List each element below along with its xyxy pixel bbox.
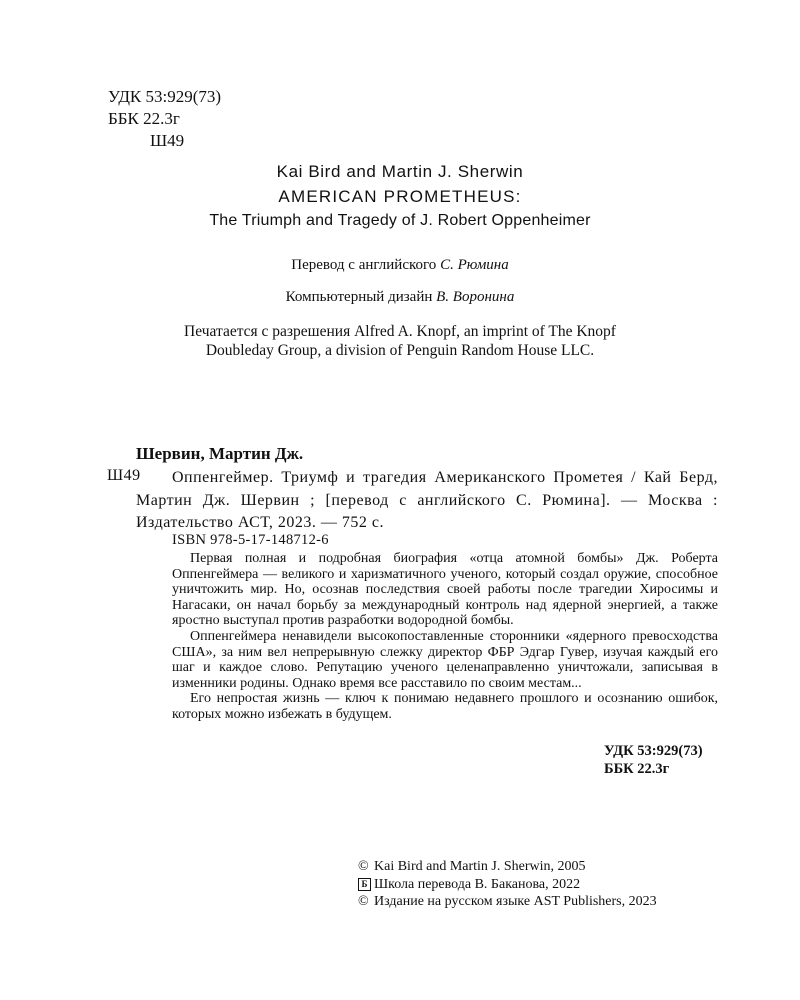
- catalog-description: [136, 467, 718, 535]
- copyright-text: Школа перевода В. Баканова, 2022: [374, 876, 581, 892]
- author-mark: Ш49: [150, 131, 185, 150]
- bbk-code: ББК 22.3г: [108, 109, 180, 128]
- translation-credit: [100, 257, 700, 274]
- copyright-text: Kai Bird and Martin J. Sherwin, 2005: [374, 859, 586, 874]
- catalog-description-text: Оппенгеймер. Триумф и трагедия Американского Прометея / Кай Берд, Мартин Дж. Шервин ; [перевод с английского С. Рюмина]. — Москва : Издательство АСТ, 2023. — 752 с.: [136, 469, 718, 531]
- translator-name: С. Рюмина: [440, 257, 509, 273]
- permission-notice: [90, 322, 710, 360]
- original-subtitle: The Triumph and Tragedy of J. Robert Oppenheimer: [209, 212, 591, 229]
- udk-code: УДК 53:929(73): [604, 743, 703, 759]
- designer-name: В. Воронина: [436, 289, 515, 305]
- udk-code: УДК 53:929(73): [108, 87, 222, 106]
- abstract-paragraph: Оппенгеймера ненавидели высокопоставленные сторонники «ядерного превосходства США», за ним вел непрерывную слежку директор ФБР Эдгар Гувер, изучая каждый его шаг и каждое слово. Репутацию ученого целенаправленно уничтожали, записывая в изменники родины. Однако время все расставило по своим местам...: [172, 628, 718, 691]
- abstract-paragraph: Первая полная и подробная биография «отца атомной бомбы» Дж. Роберта Оппенгеймера — великого и харизматичного ученого, который создал оружие, способное уничтожить мир. Но, осознав последствия своей работы после трагедии Хиросимы и Нагасаки, он начал борьбу за международный контроль над ядерной энергией, а также яростно выступал против разработки водородной бомбы.: [172, 551, 718, 629]
- permission-line-2: Doubleday Group, a division of Penguin Random House LLC.: [205, 342, 595, 359]
- copyright-text: Издание на русском языке AST Publishers, 2023: [374, 894, 657, 909]
- catalog-code: Ш49: [107, 467, 141, 484]
- classification-codes-bottom: [604, 742, 703, 778]
- design-prefix: Компьютерный дизайн: [285, 289, 433, 305]
- school-logo-icon: Б: [358, 878, 371, 891]
- bbk-code: ББК 22.3г: [604, 761, 670, 777]
- copyright-line: [358, 893, 657, 911]
- catalog-author-heading: Шервин, Мартин Дж.: [136, 444, 304, 463]
- permission-line-1: Печатается с разрешения Alfred A. Knopf, an imprint of The Knopf: [184, 323, 616, 340]
- classification-codes-top: [108, 86, 221, 152]
- original-title: AMERICAN PROMETHEUS:: [278, 187, 522, 206]
- abstract: [172, 551, 718, 723]
- copyright-line: [358, 876, 657, 894]
- isbn: ISBN 978-5-17-148712-6: [172, 532, 329, 548]
- translation-prefix: Перевод с английского: [291, 257, 437, 273]
- copyright-block: [358, 858, 657, 911]
- copyright-symbol-icon: ©: [358, 859, 369, 874]
- design-credit: [100, 289, 700, 306]
- original-authors: Kai Bird and Martin J. Sherwin: [276, 162, 524, 181]
- copyright-symbol-icon: ©: [358, 894, 369, 909]
- copyright-line: [358, 858, 657, 876]
- abstract-paragraph: Его непростая жизнь — ключ к понимаю недавнего прошлого и осознанию ошибок, которых можно избежать в будущем.: [172, 691, 718, 722]
